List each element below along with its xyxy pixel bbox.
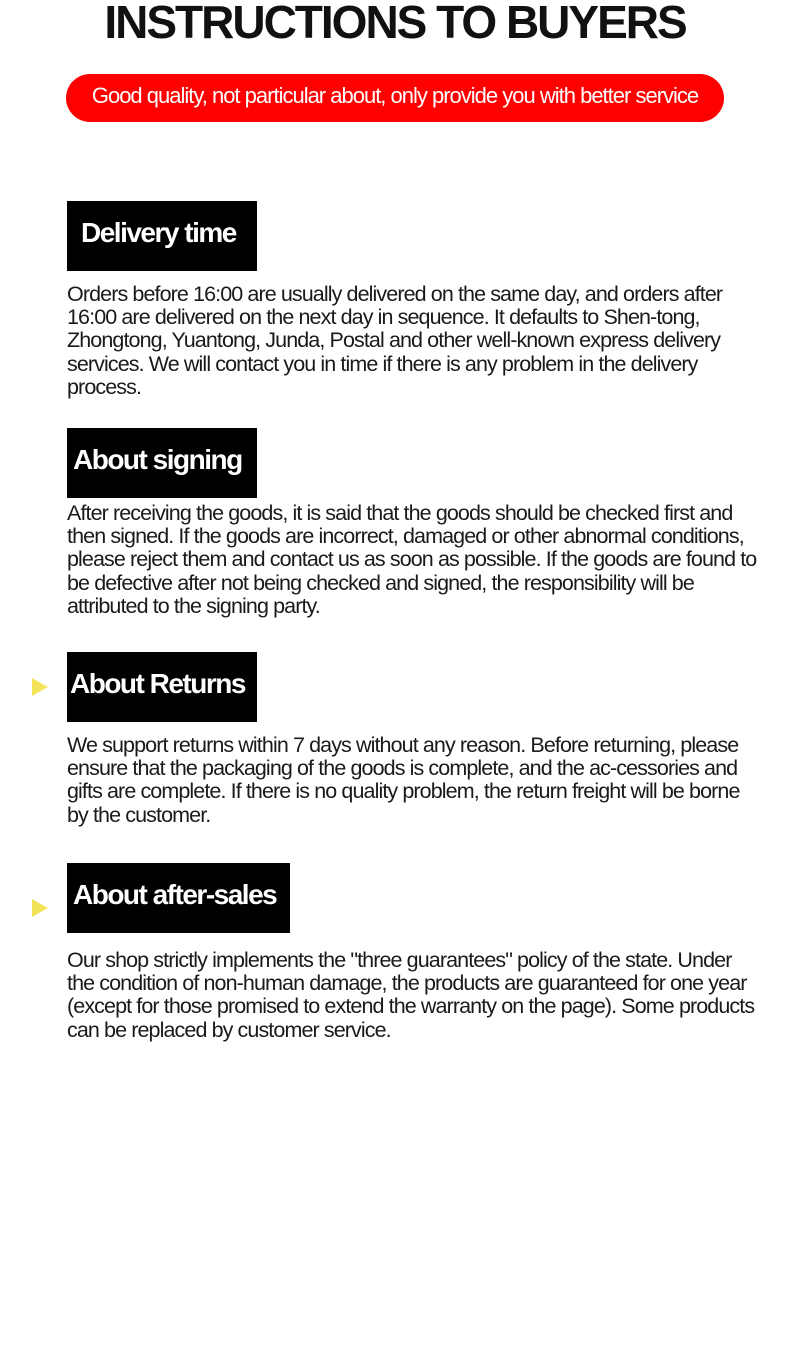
tagline-banner: Good quality, not particular about, only provide you with better service bbox=[66, 74, 724, 122]
page-title: INSTRUCTIONS TO BUYERS bbox=[104, 0, 686, 48]
section-heading-about-signing: About signing bbox=[67, 428, 257, 498]
triangle-bullet-icon bbox=[32, 899, 48, 917]
section-heading-about-returns: About Returns bbox=[67, 652, 257, 722]
section-body-about-after-sales: Our shop strictly implements the "three guarantees" policy of the state. Under the condition of non-human damage, the products are guaranteed for one year (except for those promised to extend the warranty on the page). Some products can be replaced by customer service. bbox=[67, 948, 755, 1042]
section-body-delivery-time: Orders before 16:00 are usually delivered on the same day, and orders after 16:00 are delivered on the next day in sequence. It defaults to Shen-tong, Zhongtong, Yuantong, Junda, Postal and other well-known express delivery services. We will contact you in time if there is any problem in the delivery process. bbox=[67, 282, 723, 399]
section-body-about-returns: We support returns within 7 days without any reason. Before returning, please ensure that the packaging of the goods is complete, and the ac-cessories and gifts are complete. If there is no quality problem, the return freight will be borne by the customer. bbox=[67, 733, 740, 827]
section-heading-about-after-sales: About after-sales bbox=[67, 863, 290, 933]
section-heading-delivery-time: Delivery time bbox=[67, 201, 257, 271]
triangle-bullet-icon bbox=[32, 678, 48, 696]
section-body-about-signing: After receiving the goods, it is said that the goods should be checked first and then signed. If the goods are incorrect, damaged or other abnormal conditions, please reject them and contact us as soon as possible. If the goods are found to be defective after not being checked and signed, the responsibility will be attributed to the signing party. bbox=[67, 501, 757, 618]
